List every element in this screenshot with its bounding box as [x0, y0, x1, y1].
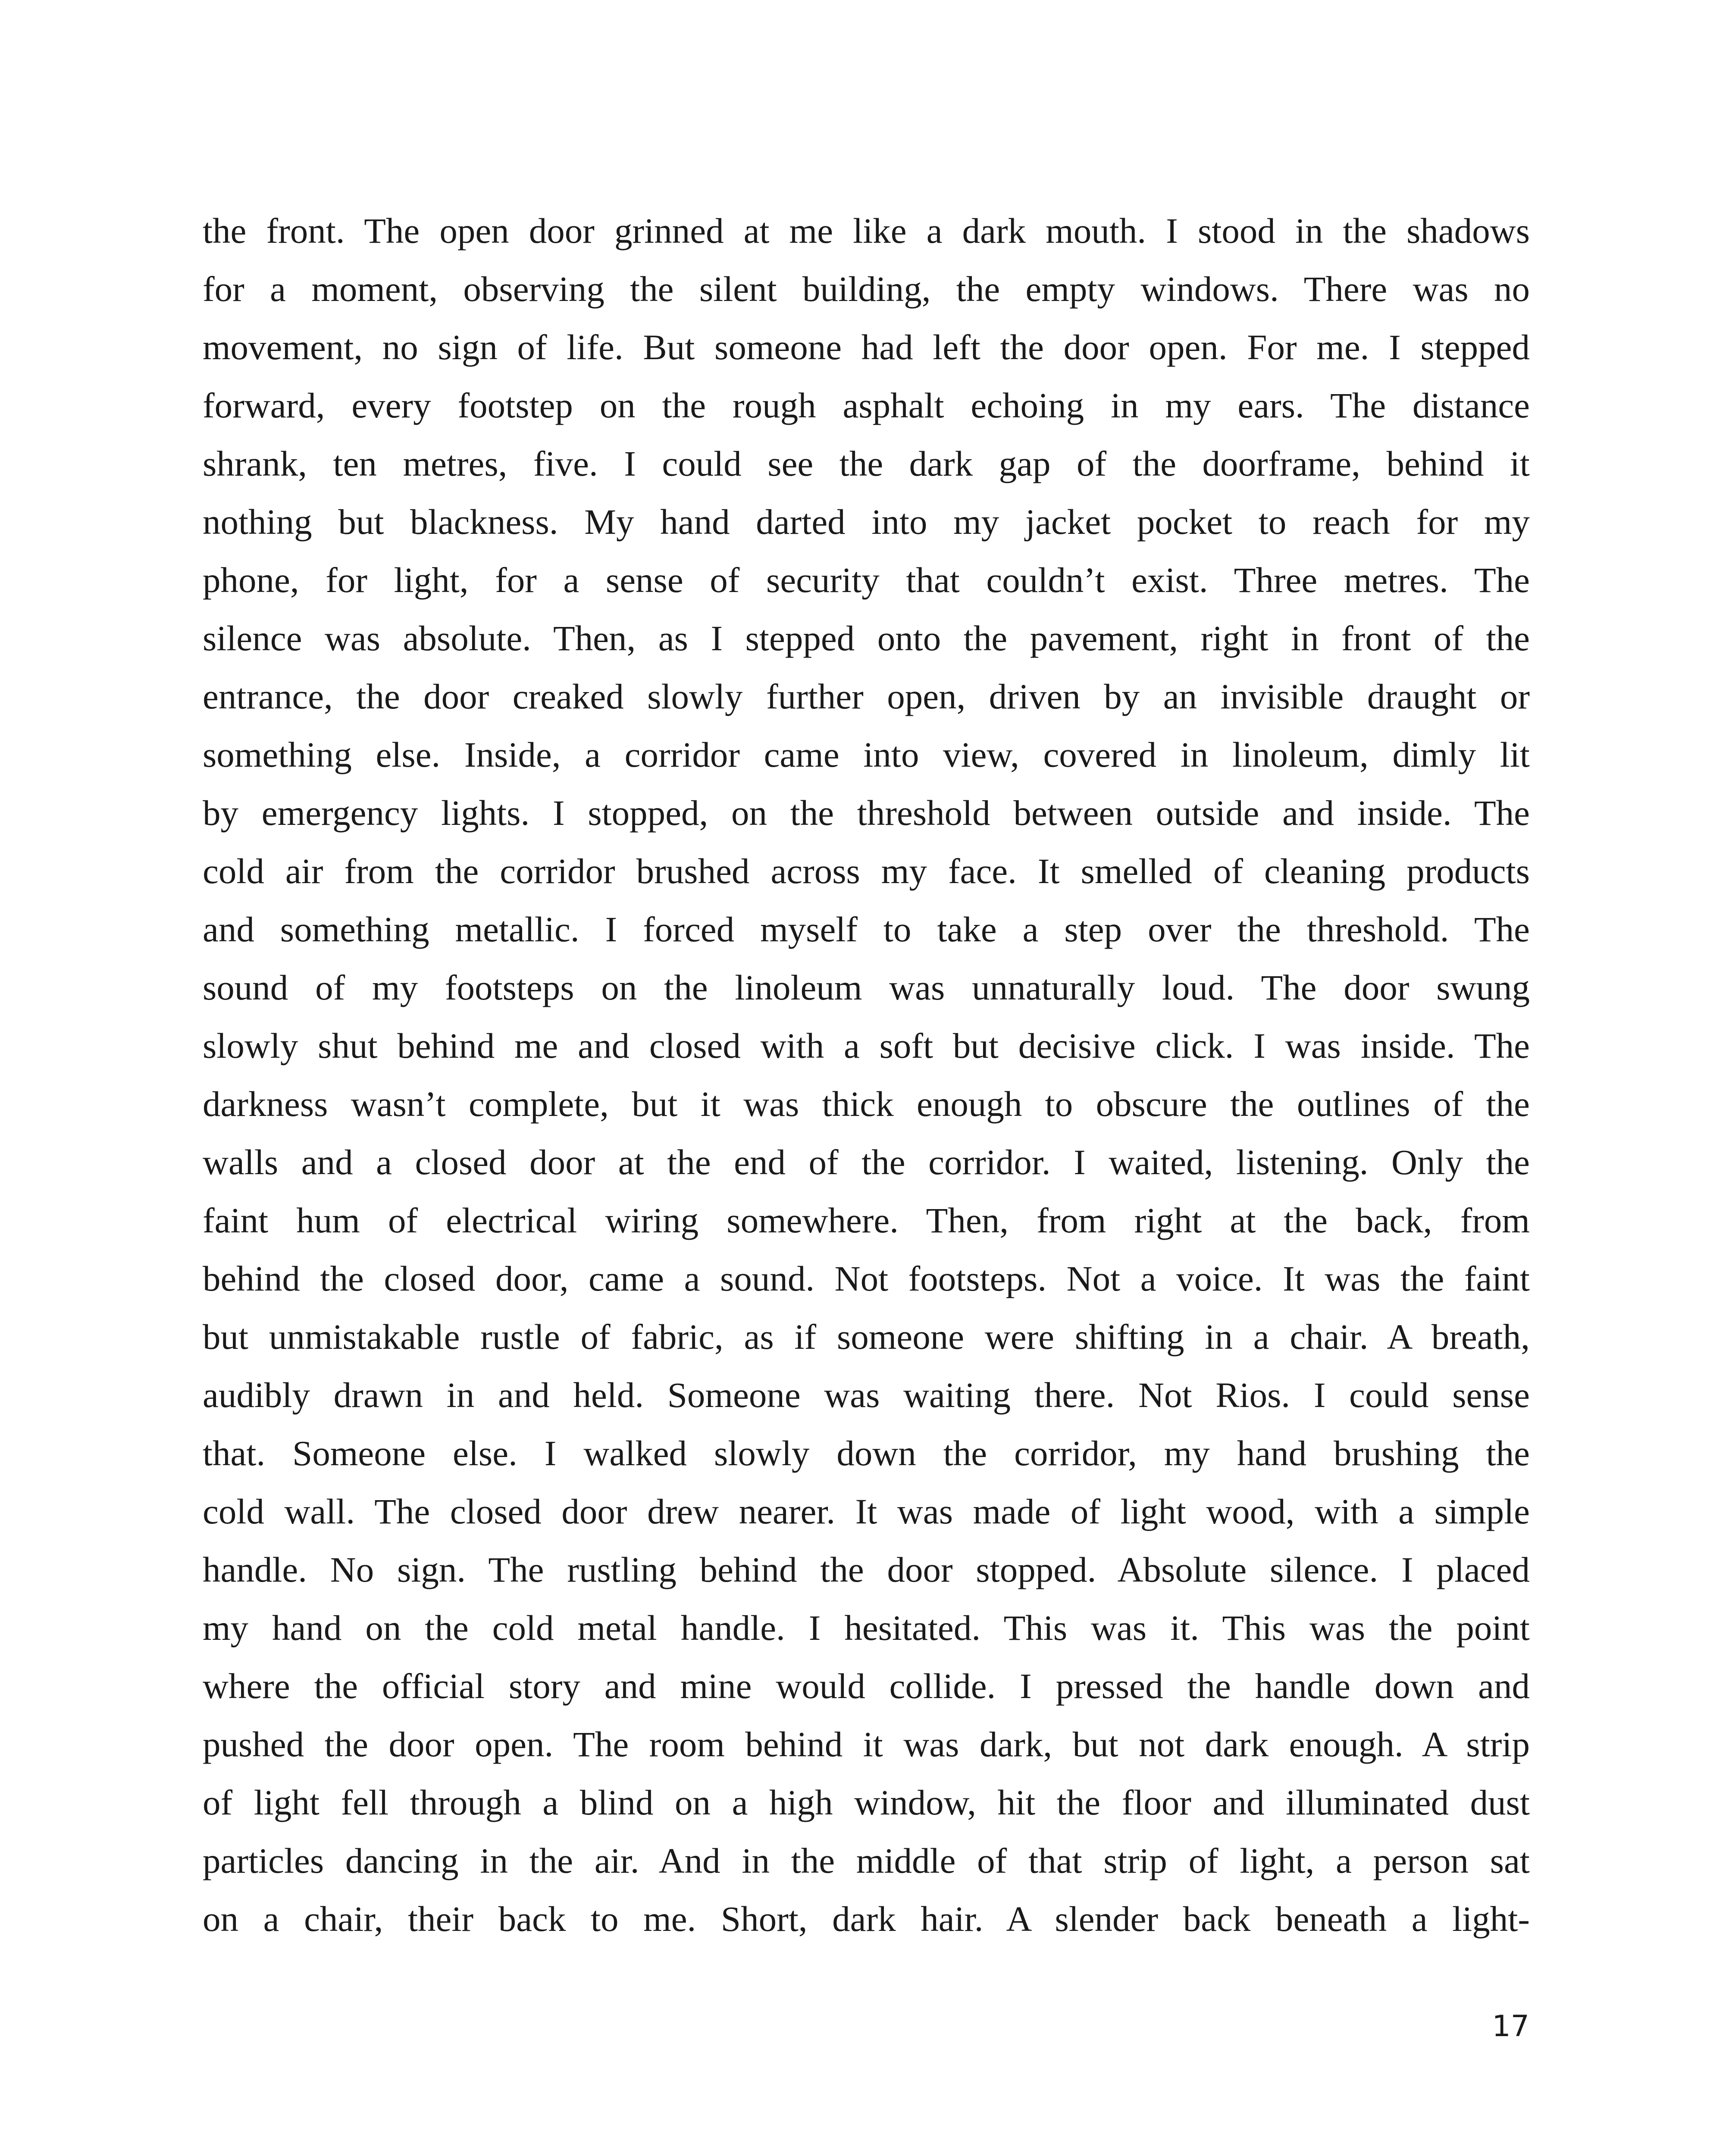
text-line: handle. No sign. The rustling behind the door stopped. Absolute silence. I placed: [203, 1550, 1530, 1589]
text-line: particles dancing in the air. And in the middle of that strip of light, a person sat: [203, 1841, 1530, 1880]
text-line: entrance, the door creaked slowly further open, driven by an invisible draught or: [203, 677, 1530, 716]
text-line: that. Someone else. I walked slowly down the corridor, my hand brushing the: [203, 1433, 1530, 1473]
text-line: silence was absolute. Then, as I stepped onto the pavement, right in front of the: [203, 618, 1530, 658]
text-line: walls and a closed door at the end of the corridor. I waited, listening. Only the: [203, 1142, 1530, 1182]
text-line: my hand on the cold metal handle. I hesitated. This was it. This was the point: [203, 1608, 1530, 1648]
text-line: cold air from the corridor brushed across my face. It smelled of cleaning products: [203, 851, 1530, 891]
text-line: sound of my footsteps on the linoleum was unnaturally loud. The door swung: [203, 968, 1530, 1007]
text-line: nothing but blackness. My hand darted into my jacket pocket to reach for my: [203, 502, 1530, 542]
text-line: forward, every footstep on the rough asphalt echoing in my ears. The distance: [203, 385, 1530, 425]
text-line: behind the closed door, came a sound. Not footsteps. Not a voice. It was the faint: [203, 1259, 1530, 1298]
text-line: of light fell through a blind on a high window, hit the floor and illuminated dust: [203, 1783, 1530, 1822]
text-line: shrank, ten metres, five. I could see the dark gap of the doorframe, behind it: [203, 444, 1530, 483]
text-line: movement, no sign of life. But someone had left the door open. For me. I stepped: [203, 327, 1530, 367]
text-line: for a moment, observing the silent building, the empty windows. There was no: [203, 269, 1530, 309]
text-line: the front. The open door grinned at me like a dark mouth. I stood in the shadows: [203, 211, 1530, 251]
text-line: but unmistakable rustle of fabric, as if someone were shifting in a chair. A breath,: [203, 1317, 1530, 1357]
text-line: darkness wasn’t complete, but it was thick enough to obscure the outlines of the: [203, 1084, 1530, 1124]
text-line: phone, for light, for a sense of security that couldn’t exist. Three metres. The: [203, 560, 1530, 600]
text-line: slowly shut behind me and closed with a soft but decisive click. I was inside. The: [203, 1026, 1530, 1065]
text-line: by emergency lights. I stopped, on the threshold between outside and inside. The: [203, 793, 1530, 833]
page-number: 17: [1492, 2009, 1529, 2043]
text-line: faint hum of electrical wiring somewhere. Then, from right at the back, from: [203, 1200, 1530, 1240]
text-line: where the official story and mine would collide. I pressed the handle down and: [203, 1666, 1530, 1706]
text-line: something else. Inside, a corridor came into view, covered in linoleum, dimly lit: [203, 735, 1530, 774]
text-line: cold wall. The closed door drew nearer. It was made of light wood, with a simple: [203, 1492, 1530, 1531]
text-line: on a chair, their back to me. Short, dark hair. A slender back beneath a light-: [203, 1899, 1530, 1939]
body-text: [203, 202, 1530, 1948]
text-line: pushed the door open. The room behind it was dark, but not dark enough. A strip: [203, 1724, 1530, 1764]
text-line: audibly drawn in and held. Someone was waiting there. Not Rios. I could sense: [203, 1375, 1530, 1415]
text-line: and something metallic. I forced myself to take a step over the threshold. The: [203, 909, 1530, 949]
